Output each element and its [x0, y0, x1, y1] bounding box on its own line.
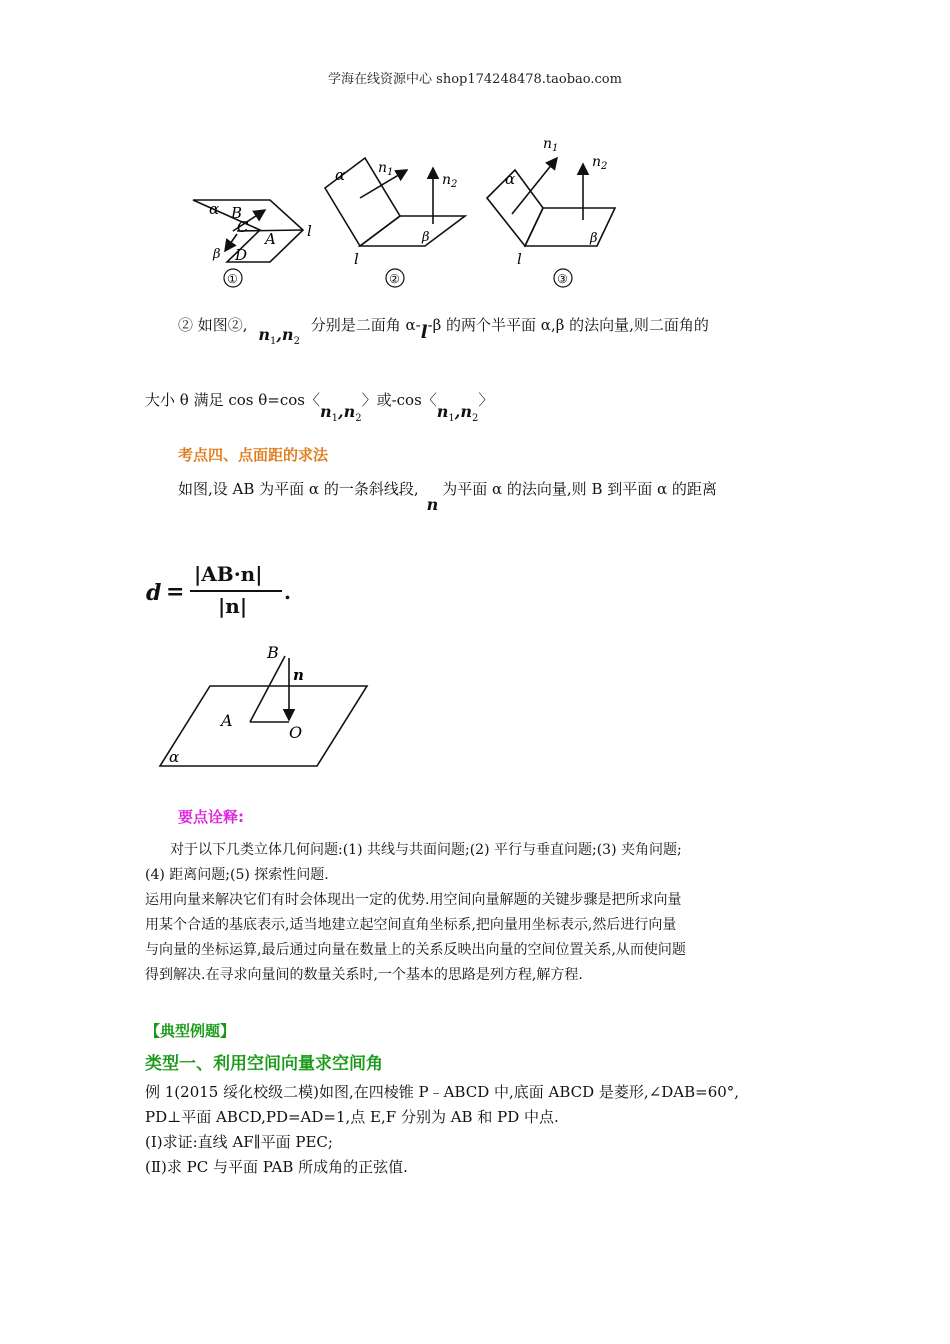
label-n: n [293, 666, 304, 684]
para-distance [178, 478, 717, 514]
para2-end: 〉 [478, 391, 494, 409]
keypoints-line-3: 运用向量来解决它们有时会体现出一定的优势.用空间向量解题的关键步骤是把所求向量 [145, 892, 682, 908]
keypoints-line-5: 与向量的坐标运算,最后通过向量在数量上的关系反映出向量的空间位置关系,从而使问题 [145, 942, 686, 958]
type-1-title: 类型一、利用空间向量求空间角 [145, 1054, 383, 1074]
label-D: D [235, 246, 248, 264]
vector-n: n [426, 495, 439, 514]
label-B: B [231, 204, 243, 222]
label-A: A [265, 230, 276, 248]
formula-d: d [146, 580, 162, 606]
formula-denominator: |n| [218, 594, 248, 618]
para3-prefix: 如图,设 AB 为平面 α 的一条斜线段, [178, 480, 419, 498]
vectors-n1-n2: $n_1,n_2$ [258, 325, 300, 348]
label-beta-2: β [422, 230, 430, 245]
keypoints-line-4: 用某个合适的基底表示,适当地建立起空间直角坐标系,把向量用坐标表示,然后进行向量 [145, 917, 677, 933]
keypoints-line-2: (4) 距离问题;(5) 探索性问题. [145, 867, 329, 883]
label-n2-2: $n_2$ [442, 172, 458, 190]
label-alpha-2: α [335, 166, 346, 184]
para1-mid: 分别是二面角 α- [310, 316, 421, 334]
page-header: 学海在线资源中心 shop174248478.taobao.com [328, 72, 622, 87]
figure-number-1: ① [227, 272, 238, 286]
figure-number-3: ③ [557, 272, 568, 286]
label-beta-3: β [590, 231, 598, 246]
formula-period: . [284, 580, 291, 604]
label-O: O [289, 723, 303, 742]
dihedral-angle-figures [185, 128, 635, 293]
example-1-question-1: (Ⅰ)求证:直线 AF∥平面 PEC; [145, 1133, 333, 1151]
label-n2-3: $n_2$ [592, 154, 608, 172]
line-l: l [420, 322, 428, 343]
label-alpha: α [169, 748, 180, 766]
label-alpha: α [209, 200, 220, 218]
fraction-bar [190, 590, 282, 592]
label-C: C [237, 218, 249, 236]
label-n1-2: $n_1$ [378, 160, 394, 178]
label-l-2: l [354, 250, 359, 268]
example-1-line-2: PD⊥平面 ABCD,PD=AD=1,点 E,F 分别为 AB 和 PD 中点. [145, 1108, 559, 1126]
vectors-n1-n2-b: $n_1,n_2$ [436, 402, 479, 425]
label-n1-3: $n_1$ [543, 136, 559, 154]
label-B: B [267, 643, 279, 662]
keypoints-line-1: 对于以下几类立体几何问题:(1) 共线与共面问题;(2) 平行与垂直问题;(3) 夹角问题; [170, 842, 682, 858]
label-beta: β [213, 247, 221, 262]
para2-prefix: 大小 θ 满足 cos θ=cos〈 [145, 391, 320, 409]
para1-prefix: ② 如图②, [178, 316, 248, 334]
section-4-title: 考点四、点面距的求法 [178, 446, 329, 464]
label-l: l [307, 222, 312, 240]
formula-numerator: |AB·n| [194, 562, 263, 586]
label-alpha-3: α [505, 170, 516, 188]
example-1-question-2: (Ⅱ)求 PC 与平面 PAB 所成角的正弦值. [145, 1158, 408, 1176]
para1-suffix: -β 的两个半平面 α,β 的法向量,则二面角的 [427, 316, 709, 334]
formula-eq: = [166, 579, 185, 605]
distance-formula [146, 560, 306, 624]
label-l-3: l [517, 250, 522, 268]
example-1-line-1: 例 1(2015 绥化校级二模)如图,在四棱锥 P﹣ABCD 中,底面 ABCD 是菱形,∠DAB=60°, [145, 1083, 740, 1101]
keypoints-title: 要点诠释: [178, 808, 244, 826]
examples-heading: 【典型例题】 [145, 1022, 236, 1040]
para2-mid: 〉或-cos〈 [361, 391, 437, 409]
label-A: A [221, 711, 233, 730]
para-dihedral-1 [178, 314, 709, 348]
figure-number-2: ② [389, 272, 400, 286]
para-dihedral-2 [145, 389, 494, 425]
keypoints-line-6: 得到解决.在寻求向量间的数量关系时,一个基本的思路是列方程,解方程. [145, 967, 583, 983]
para3-suffix: 为平面 α 的法向量,则 B 到平面 α 的距离 [442, 480, 717, 498]
vectors-n1-n2-a: $n_1,n_2$ [319, 402, 362, 425]
point-plane-distance-figure [155, 638, 375, 773]
